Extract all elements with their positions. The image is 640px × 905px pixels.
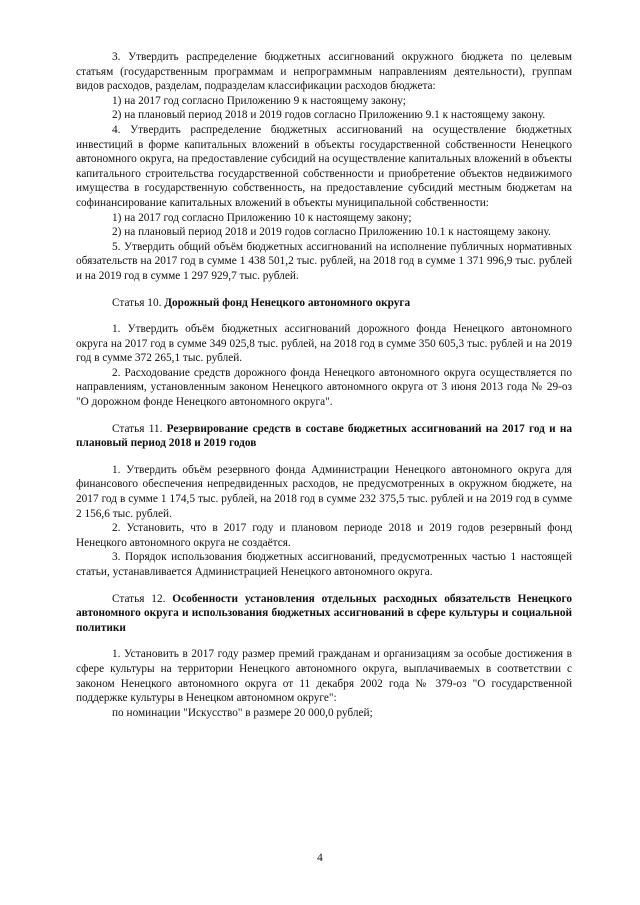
paragraph: 3. Утвердить распределение бюджетных ассигнований окружного бюджета по целевым статьям (государственным программам и непрограммным направлениям деятельности), группам видов расходов, разделам, подразделам классификации расходов бюджета:	[76, 51, 572, 93]
paragraph: 5. Утвердить общий объём бюджетных ассигнований на исполнение публичных нормативных обязательств на 2017 год в сумме 1 438 501,2 тыс. рублей, на 2018 год в сумме 1 371 996,9 тыс. рублей и на 2019 год в сумме 1 297 929,7 тыс. рублей.	[76, 240, 572, 282]
article-title: Резервирование средств в составе бюджетных ассигнований на 2017 год и на плановый период 2018 и 2019 годов	[76, 422, 572, 450]
paragraph: 2. Установить, что в 2017 году и плановом периоде 2018 и 2019 годов резервный фонд Ненецкого автономного округа не создаётся.	[76, 522, 572, 549]
article-prefix: Статья 10.	[112, 296, 165, 309]
paragraph: 1) на 2017 год согласно Приложению 10 к настоящему закону;	[112, 211, 412, 224]
page-number: 4	[317, 852, 323, 864]
paragraph: 1. Утвердить объём бюджетных ассигнований дорожного фонда Ненецкого автономного округа на 2017 год в сумме 349 025,8 тыс. рублей, на 2018 год в сумме 350 605,3 тыс. рублей и на 2019 год в сумме 372 265,1 тыс. рублей.	[76, 323, 572, 365]
paragraph: 2) на плановый период 2018 и 2019 годов согласно Приложению 10.1 к настоящему закону.	[112, 226, 551, 239]
paragraph: 1) на 2017 год согласно Приложению 9 к настоящему закону;	[112, 94, 406, 107]
document-page	[76, 50, 572, 720]
paragraph: 4. Утвердить распределение бюджетных ассигнований на осуществление бюджетных инвестиций в форме капитальных вложений в объекты государственной собственности Ненецкого автономного округа, на предоставление субсидий на осуществление капитальных вложений в объекты капитального строительства государственной собственности и приобретение объектов недвижимого имущества в государственную собственность, на предоставление субсидий местным бюджетам на софинансирование капитальных вложений в объекты муниципальной собственности:	[76, 123, 572, 209]
article-12-heading	[76, 592, 572, 636]
article-title: Дорожный фонд Ненецкого автономного округа	[164, 296, 411, 309]
paragraph: 1. Утвердить объём резервного фонда Администрации Ненецкого автономного округа для финансового обеспечения непредвиденных расходов, не предусмотренных в окружном бюджете, на 2017 год в сумме 1 174,5 тыс. рублей, на 2018 год в сумме 232 375,5 тыс. рублей и на 2019 год в сумме 2 156,6 тыс. рублей.	[76, 463, 572, 520]
article-10-heading	[76, 296, 572, 311]
article-title: Особенности установления отдельных расходных обязательств Ненецкого автономного округа и использования бюджетных ассигнований в сфере культуры и социальной политики	[76, 592, 572, 634]
paragraph: 2) на плановый период 2018 и 2019 годов согласно Приложению 9.1 к настоящему закону.	[112, 109, 546, 122]
paragraph: 3. Порядок использования бюджетных ассигнований, предусмотренных частью 1 настоящей статьи, устанавливается Администрацией Ненецкого автономного округа.	[76, 551, 572, 578]
paragraph: 1. Установить в 2017 году размер премий гражданам и организациям за особые достижения в сфере культуры на территории Ненецкого автономного округа, выплачиваемых в соответствии с законом Ненецкого автономного округа от 11 декабря 2002 года № 379-оз "О государственной поддержке культуры в Ненецком автономном округе":	[76, 648, 572, 705]
article-11-heading	[76, 422, 572, 451]
paragraph: 2. Расходование средств дорожного фонда Ненецкого автономного округа осуществляется по направлениям, установленным законом Ненецкого автономного округа от 3 июня 2013 года № 29-оз "О дорожном фонде Ненецкого автономного округа".	[76, 366, 572, 409]
paragraph: по номинации "Искусство" в размере 20 000,0 рублей;	[112, 706, 373, 719]
article-prefix: Статья 11.	[112, 422, 167, 435]
article-prefix: Статья 12.	[112, 592, 173, 605]
